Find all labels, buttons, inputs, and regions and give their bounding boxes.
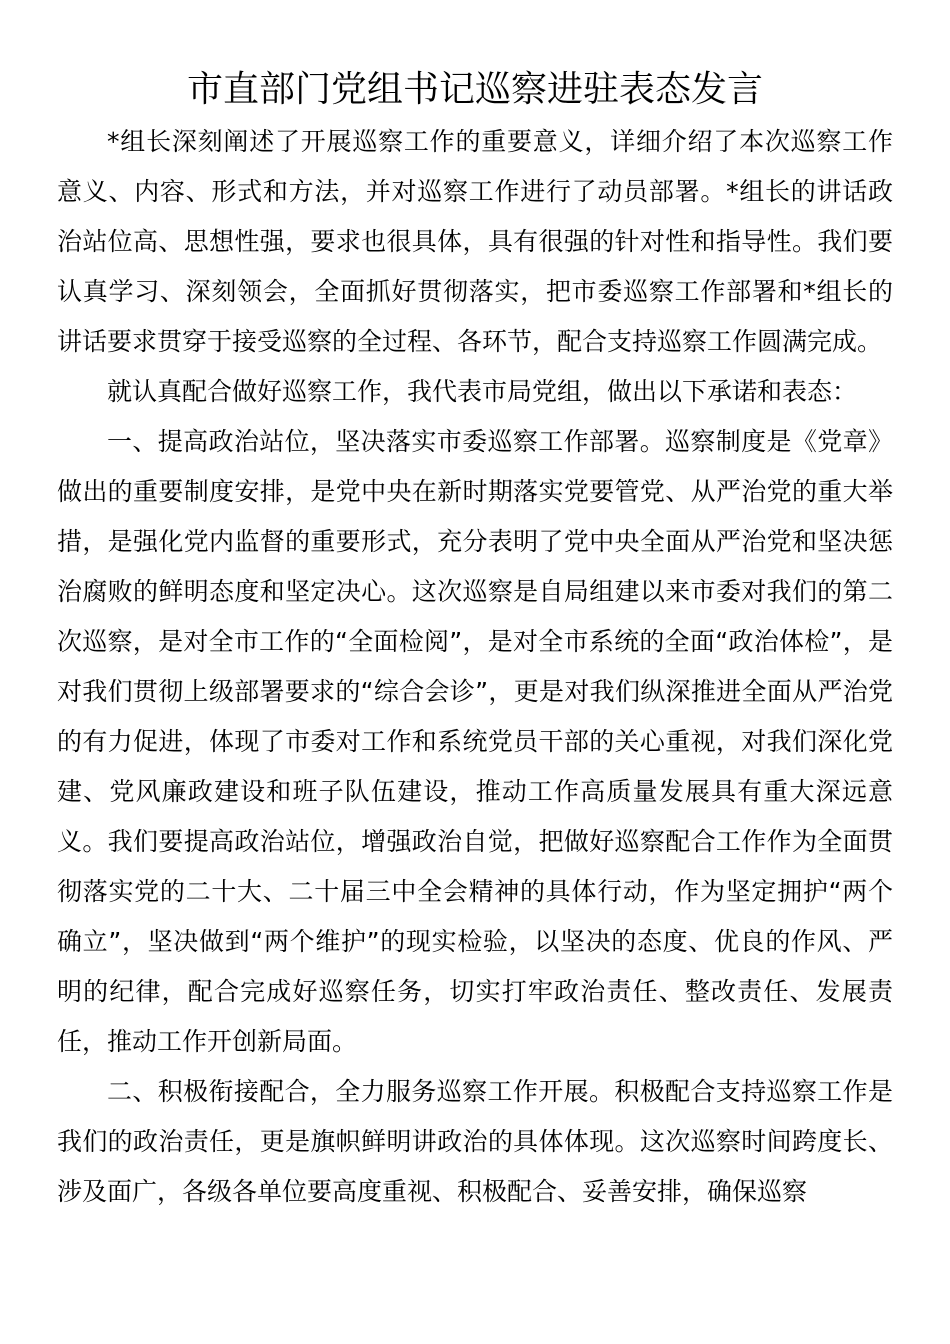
paragraph-4: 二、积极衔接配合，全力服务巡察工作开展。积极配合支持巡察工作是我们的政治责任，更是旗帜鲜明讲政治的具体体现。这次巡察时间跨度长、涉及面广，各级各单位要高度重视、积极配合、妥善安排，确保巡察	[57, 1077, 893, 1206]
document-title: 市直部门党组书记巡察进驻表态发言	[186, 69, 763, 110]
paragraph-3: 一、提高政治站位，坚决落实市委巡察工作部署。巡察制度是《党章》做出的重要制度安排，是党中央在新时期落实党要管党、从严治党的重大举措，是强化党内监督的重要形式，充分表明了党中央全面从严治党和坚决惩治腐败的鲜明态度和坚定决心。这次巡察是自局组建以来市委对我们的第二次巡察，是对全市工作的“全面检阅”，是对全市系统的全面“政治体检”，是对我们贯彻上级部署要求的“综合会诊”，更是对我们纵深推进全面从严治党的有力促进，体现了市委对工作和系统党员干部的关心重视，对我们深化党建、党风廉政建设和班子队伍建设，推动工作高质量发展具有重大深远意义。我们要提高政治站位，增强政治自觉，把做好巡察配合工作作为全面贯彻落实党的二十大、二十届三中全会精神的具体行动，作为坚定拥护“两个确立”，坚决做到“两个维护”的现实检验，以坚决的态度、优良的作风、严明的纪律，配合完成好巡察任务，切实打牢政治责任、整改责任、发展责任，推动工作开创新局面。	[57, 427, 893, 1056]
paragraph-2: 就认真配合做好巡察工作，我代表市局党组，做出以下承诺和表态：	[107, 377, 858, 406]
document-body	[57, 117, 893, 1217]
paragraph-1: *组长深刻阐述了开展巡察工作的重要意义，详细介绍了本次巡察工作意义、内容、形式和方法，并对巡察工作进行了动员部署。*组长的讲话政治站位高、思想性强，要求也很具体，具有很强的针对性和指导性。我们要认真学习、深刻领会，全面抓好贯彻落实，把市委巡察工作部署和*组长的讲话要求贯穿于接受巡察的全过程、各环节，配合支持巡察工作圆满完成。	[57, 127, 893, 356]
